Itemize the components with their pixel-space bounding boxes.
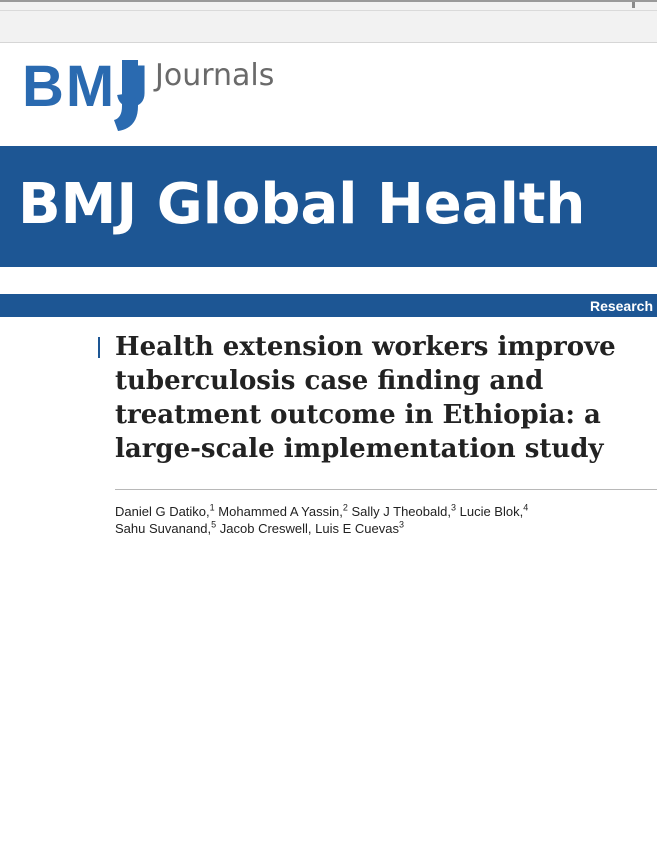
- title-accent-rule: [98, 337, 100, 358]
- author-name: Lucie Blok,: [459, 504, 524, 519]
- author-affiliation: 5: [211, 519, 217, 530]
- author-name: Sahu Suvanand,: [115, 521, 212, 536]
- author-affiliation: 1: [209, 502, 215, 513]
- scrollbar-edge: [632, 2, 635, 8]
- title-divider: [115, 489, 657, 490]
- bmj-journals-logo: [22, 54, 322, 132]
- journal-banner: [0, 146, 657, 267]
- author-list: [115, 503, 635, 537]
- section-bar: [0, 294, 657, 317]
- author-name: Luis E Cuevas: [315, 521, 399, 536]
- logo-bmj-text: BMJ: [22, 54, 151, 119]
- top-chrome-bar: [0, 0, 657, 43]
- author-affiliation: 3: [450, 502, 456, 513]
- top-chrome-divider: [0, 10, 657, 11]
- author-name: Jacob Creswell,: [219, 521, 312, 536]
- section-label: Research: [589, 298, 653, 314]
- author-name: Sally J Theobald,: [351, 504, 451, 519]
- author-affiliation: 3: [399, 519, 405, 530]
- journal-name: BMJ Global Health: [18, 172, 586, 237]
- author-name: Mohammed A Yassin,: [218, 504, 343, 519]
- author-name: Daniel G Datiko,: [115, 504, 210, 519]
- article-title: Health extension workers improve tuberculosis case finding and treatment outcome in Ethiopia: a large-scale implementation study: [115, 332, 616, 464]
- author-affiliation: 2: [342, 502, 348, 513]
- logo-journals-text: Journals: [155, 58, 275, 93]
- author-affiliation: 4: [523, 502, 529, 513]
